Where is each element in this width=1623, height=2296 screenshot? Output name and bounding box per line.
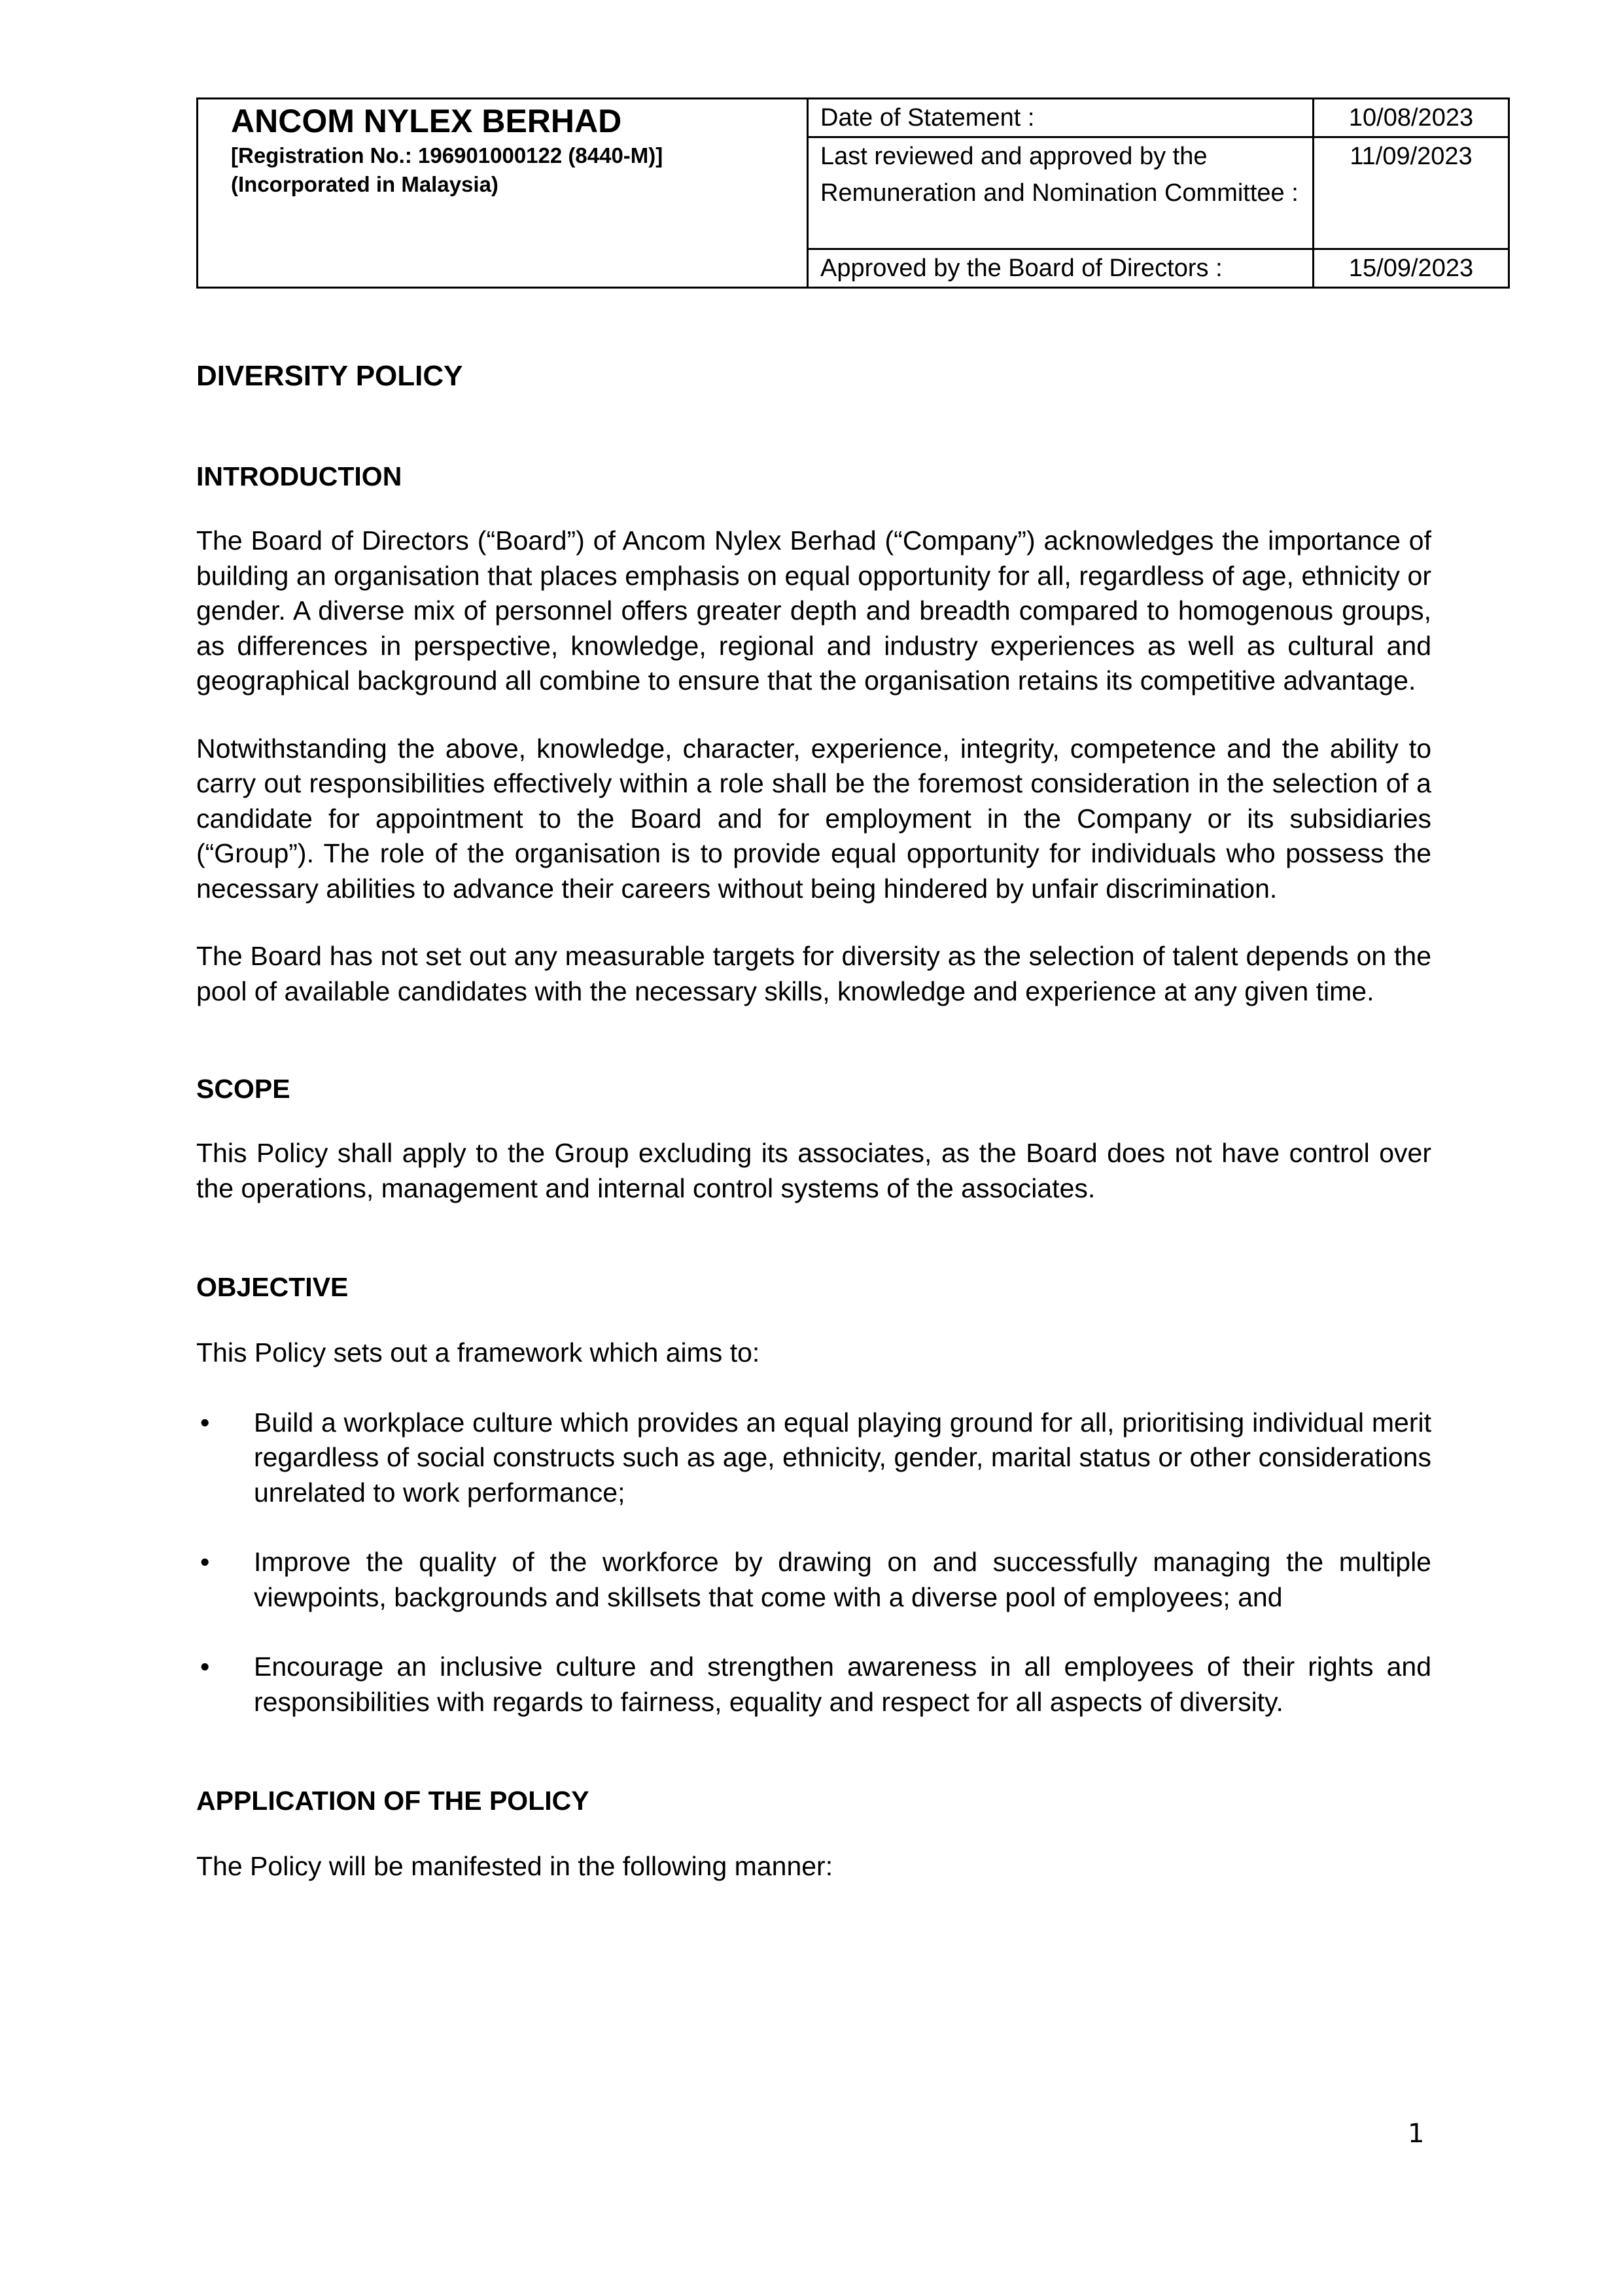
- bullet-icon: •: [200, 1651, 210, 1682]
- introduction-paragraph-1: The Board of Directors (“Board”) of Ancom Nylex Berhad (“Company”) acknowledges the importance of building an organisation that places emphasis on equal opportunity for all, regardless of age, ethnicity or gender. A diverse mix of personnel offers greater depth and breadth compared to homogenous groups, as differences in perspective, knowledge, regional and industry experiences as well as cultural and geographical background all combine to ensure that the organisation retains its competitive advantage.: [196, 525, 1431, 696]
- company-info-cell: [198, 99, 808, 288]
- header-row-1: [198, 99, 1509, 137]
- objective-section: [196, 1269, 1431, 1720]
- date-of-statement-value: 10/08/2023: [1314, 99, 1509, 137]
- bullet-icon: •: [200, 1547, 210, 1577]
- board-approval-value: 15/09/2023: [1314, 249, 1509, 288]
- scope-paragraph: This Policy shall apply to the Group excluding its associates, as the Board does not have control over the operations, management and internal control systems of the associates.: [196, 1138, 1431, 1203]
- committee-review-value: 11/09/2023: [1314, 137, 1509, 249]
- objective-bullet-text: Encourage an inclusive culture and strengthen awareness in all employees of their rights and responsibilities with regards to fairness, equality and respect for all aspects of diversity.: [254, 1651, 1431, 1717]
- registration-number: [Registration No.: 196901000122 (8440-M)]: [231, 143, 663, 168]
- introduction-section: [196, 458, 1431, 1009]
- company-name: ANCOM NYLEX BERHAD: [231, 103, 622, 139]
- bullet-icon: •: [200, 1407, 210, 1438]
- date-of-statement-label: Date of Statement :: [808, 99, 1314, 137]
- incorporation-note: (Incorporated in Malaysia): [231, 172, 498, 196]
- objective-bullet-item: [196, 1405, 1431, 1511]
- introduction-heading: INTRODUCTION: [196, 461, 402, 491]
- scope-section: [196, 1070, 1431, 1206]
- application-intro: The Policy will be manifested in the following manner:: [196, 1851, 833, 1881]
- objective-heading: OBJECTIVE: [196, 1272, 349, 1302]
- document-title: DIVERSITY POLICY: [196, 360, 463, 392]
- application-section: [196, 1782, 1431, 1884]
- board-approval-label: Approved by the Board of Directors :: [808, 249, 1314, 288]
- application-heading: APPLICATION OF THE POLICY: [196, 1786, 589, 1816]
- page-number: 1: [1408, 2119, 1425, 2149]
- committee-review-label: Last reviewed and approved by the Remuneration and Nomination Committee :: [808, 137, 1314, 249]
- objective-bullet-item: [196, 1650, 1431, 1720]
- objective-bullet-text: Build a workplace culture which provides an equal playing ground for all, prioritising individual merit regardless of social constructs such as age, ethnicity, gender, marital status or other considerations unrelated to work performance;: [254, 1407, 1431, 1508]
- objective-bullet-list: [196, 1405, 1431, 1720]
- scope-heading: SCOPE: [196, 1074, 290, 1104]
- document-header-table: [196, 97, 1510, 289]
- objective-bullet-text: Improve the quality of the workforce by drawing on and successfully managing the multiple viewpoints, backgrounds and skillsets that come with a diverse pool of employees; and: [254, 1547, 1431, 1612]
- document-body: [196, 347, 1431, 1884]
- introduction-paragraph-2: Notwithstanding the above, knowledge, character, experience, integrity, competence and the ability to carry out responsibilities effectively within a role shall be the foremost consideration in the selection of a candidate for appointment to the Board and for employment in the Company or its subsidiaries (“Group”). The role of the organisation is to provide equal opportunity for individuals who possess the necessary abilities to advance their careers without being hindered by unfair discrimination.: [196, 733, 1431, 904]
- objective-bullet-item: [196, 1545, 1431, 1615]
- objective-intro: This Policy sets out a framework which aims to:: [196, 1337, 760, 1368]
- introduction-paragraph-3: The Board has not set out any measurable targets for diversity as the selection of talent depends on the pool of available candidates with the necessary skills, knowledge and experience at any given time.: [196, 941, 1431, 1006]
